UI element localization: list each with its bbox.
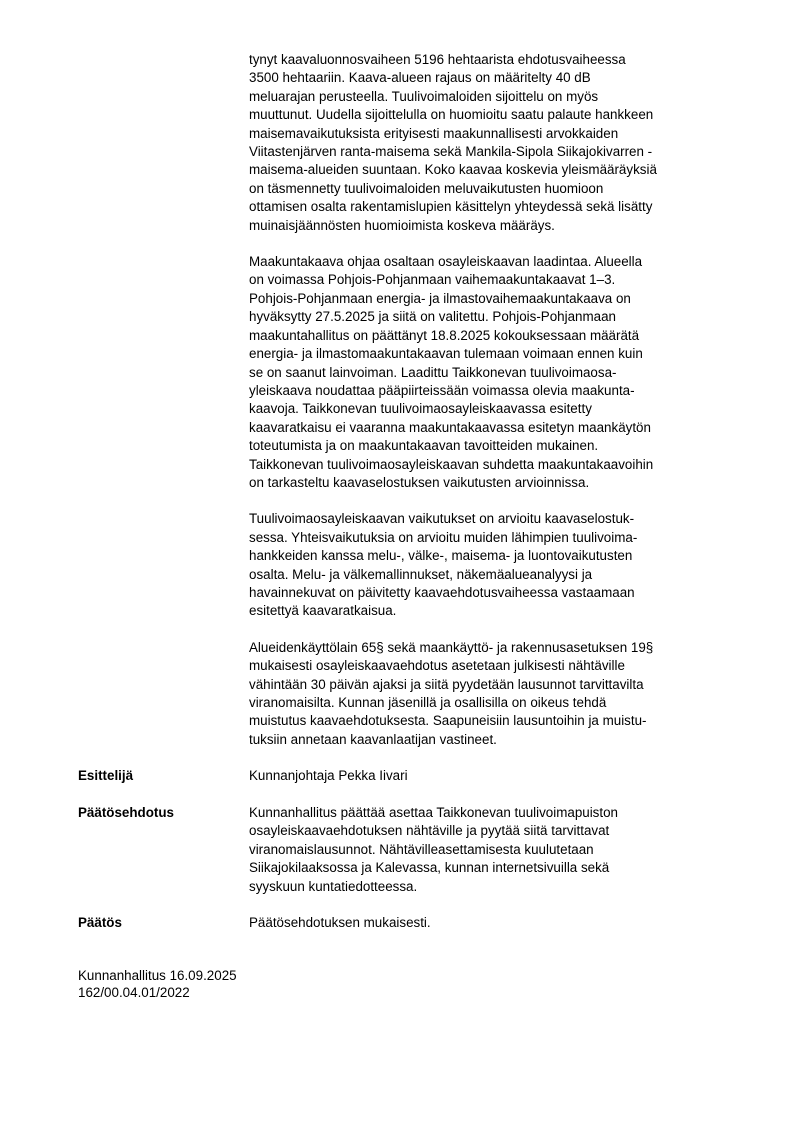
- text-line: Pohjois-Pohjanmaan energia- ja ilmastovaihemaakuntakaava on: [249, 290, 631, 306]
- text-line: esitettyä kaavaratkaisua.: [249, 603, 397, 619]
- paragraph-kaava-alue: [249, 51, 749, 235]
- paragraph-vaikutukset: [249, 510, 749, 620]
- text-line: sessa. Yhteisvaikutuksia on arvioitu muiden lähimpien tuulivoima-: [249, 529, 638, 545]
- text-line: Tuulivoimaosayleiskaavan vaikutukset on arvioitu kaavaselostuk-: [249, 511, 635, 527]
- text-line: vähintään 30 päivän ajaksi ja siitä pyydetään lausunnot tarvittavilta: [249, 676, 644, 692]
- text-line: Maakuntakaava ohjaa osaltaan osayleiskaavan laadintaa. Alueella: [249, 254, 643, 270]
- body-text-column: [249, 51, 749, 767]
- text-line: Päätösehdotuksen mukaisesti.: [249, 915, 431, 930]
- text-line: ottamisen osalta rakentamislupien käsittelyn yhteydessä sekä lisätty: [249, 199, 653, 215]
- text-line: 3500 hehtaariin. Kaava-alueen rajaus on määritelty 40 dB: [249, 70, 591, 86]
- text-line: Taikkonevan tuulivoimaosayleiskaavan suhdetta maakuntakaavoihin: [249, 456, 654, 472]
- text-line: meluarajan perusteella. Tuulivoimaloiden sijoittelu on myös: [249, 88, 599, 104]
- case-number: 162/00.04.01/2022: [78, 984, 190, 1000]
- text-line: Kunnanhallitus päättää asettaa Taikkonevan tuulivoimapuiston: [249, 805, 618, 820]
- text-line: tynyt kaavaluonnosvaiheen 5196 hehtaarista ehdotusvaiheessa: [249, 52, 626, 67]
- text-line: on tarkasteltu kaavaselostuksen vaikutusten arvioinnissa.: [249, 474, 590, 490]
- text-line: maisema-alueiden suuntaan. Koko kaavaa koskevia yleismääräyksiä: [249, 162, 657, 178]
- text-line: tuksiin annetaan kaavanlaatijan vastineet.: [249, 731, 497, 747]
- text-line: on voimassa Pohjois-Pohjanmaan vaihemaakuntakaavat 1–3.: [249, 272, 616, 288]
- paatosehdotus-label: Päätösehdotus: [78, 805, 174, 820]
- meeting-footer: [78, 968, 237, 1001]
- text-line: viranomaisilta. Kunnan jäsenillä ja osallisilla on oikeus tehdä: [249, 695, 607, 710]
- text-line: osayleiskaavaehdotuksen nähtäville ja pyytää siitä tarvittavat: [249, 823, 610, 839]
- text-line: Siikajokilaaksossa ja Kalevassa, kunnan internetsivuilla sekä: [249, 860, 610, 876]
- text-line: kaavoja. Taikkonevan tuulivoimaosayleiskaavassa esitetty: [249, 401, 592, 417]
- text-line: hankkeiden kanssa melu-, välke-, maisema- ja luontovaikutusten: [249, 548, 633, 564]
- text-line: muinaisjäännösten huomioimista koskeva määräys.: [249, 217, 555, 233]
- text-line: kaavaratkaisu ei vaaranna maakuntakaavassa esitetyn maankäytön: [249, 419, 651, 435]
- paatos-value: [249, 914, 749, 932]
- text-line: Alueidenkäyttölain 65§ sekä maankäyttö- ja rakennusasetuksen 19§: [249, 639, 654, 655]
- esittelija-value: [249, 767, 749, 785]
- text-line: osalta. Melu- ja välkemallinnukset, näkemäalueanalyysi ja: [249, 566, 593, 582]
- text-line: maakuntahallitus on päättänyt 18.8.2025 kokouksessaan määrätä: [249, 327, 640, 343]
- text-line: se on saanut lainvoiman. Laadittu Taikkonevan tuulivoimaosa-: [249, 364, 617, 380]
- text-line: energia- ja ilmastomaakuntakaavan tulemaan voimaan ennen kuin: [249, 346, 643, 362]
- meeting-date: Kunnanhallitus 16.09.2025: [78, 968, 237, 983]
- paragraph-nahtavilla: [249, 639, 749, 749]
- text-line: on täsmennetty tuulivoimaloiden meluvaikutusten huomioon: [249, 180, 604, 196]
- text-line: Kunnanjohtaja Pekka Iivari: [249, 768, 408, 783]
- text-line: Viitastenjärven ranta-maisema sekä Mankila-Sipola Siikajokivarren -: [249, 144, 653, 160]
- esittelija-label: Esittelijä: [78, 768, 134, 783]
- text-line: mukaisesti osayleiskaavaehdotus asetetaan julkisesti nähtäville: [249, 658, 625, 674]
- paragraph-maakuntakaava: [249, 253, 749, 492]
- text-line: toteutumista ja on maakuntakaavan tavoitteiden mukainen.: [249, 438, 599, 454]
- paatos-label: Päätös: [78, 915, 122, 930]
- text-line: viranomaislausunnot. Nähtävilleasettamisesta kuulutetaan: [249, 841, 594, 857]
- text-line: havainnekuvat on päivitetty kaavaehdotusvaiheessa vastaamaan: [249, 584, 635, 600]
- text-line: yleiskaava noudattaa pääpiirteissään voimassa olevia maakunta-: [249, 382, 635, 398]
- text-line: syyskuun kuntatiedotteessa.: [249, 878, 418, 894]
- text-line: muistutus kaavaehdotuksesta. Saapuneisiin lausuntoihin ja muistu-: [249, 713, 647, 729]
- text-line: hyväksytty 27.5.2025 ja siitä on valitettu. Pohjois-Pohjanmaan: [249, 309, 616, 325]
- text-line: maisemavaikutuksista erityisesti maakunnallisesti arvokkaiden: [249, 125, 619, 141]
- paatosehdotus-text: [249, 804, 749, 896]
- text-line: muuttunut. Uudella sijoittelulla on huomioitu saatu palaute hankkeen: [249, 107, 654, 123]
